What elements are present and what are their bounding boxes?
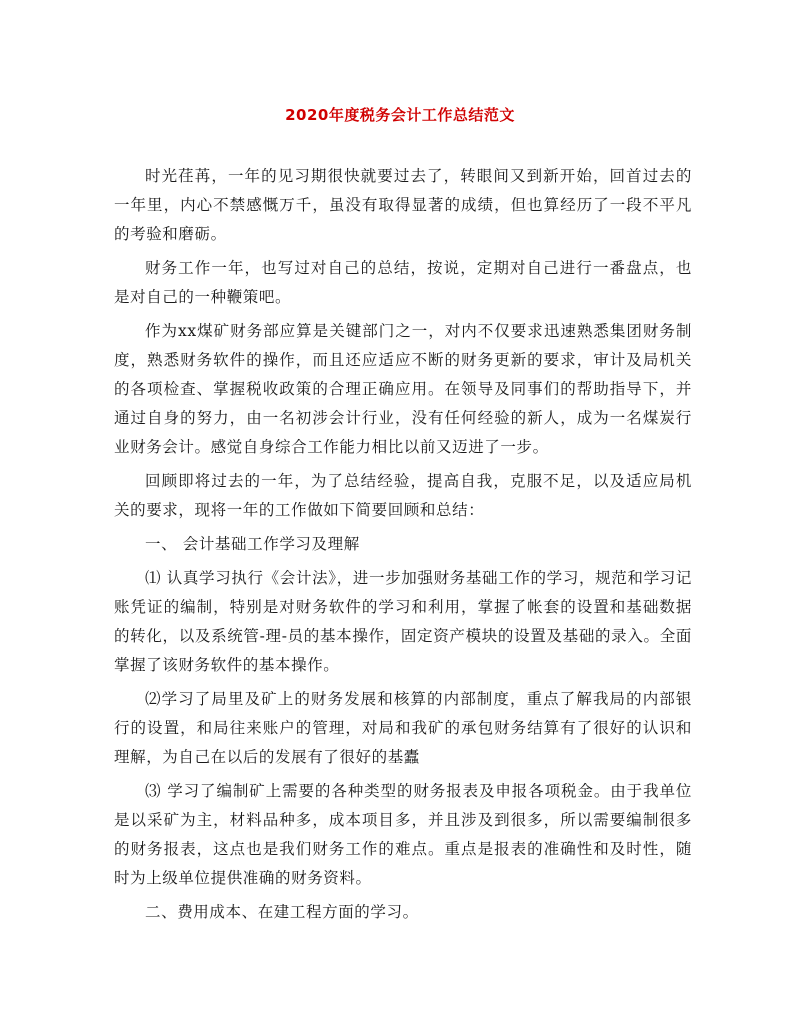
paragraph-intro: 时光荏苒，一年的见习期很快就要过去了，转眼间又到新开始，回首过去的一年里，内心不禁感慨万千，虽没有取得显著的成绩，但也算经历了一段不平凡的考验和磨砺。	[114, 167, 692, 243]
paragraph-department: 作为xx煤矿财务部应算是关键部门之一，对内不仅要求迅速熟悉集团财务制度，熟悉财务软件的操作，而且还应适应不断的财务更新的要求，审计及局机关的各项检查、掌握税收政策的合理正确应用。在领导及同事们的帮助指导下，并通过自身的努力，由一名初涉会计行业，没有任何经验的新人，成为一名煤炭行业财务会计。感觉自身综合工作能力相比以前又迈进了一步。	[114, 322, 692, 456]
list-item-2: ⑵学习了局里及矿上的财务发展和核算的内部制度，重点了解我局的内部银行的设置，和局往来账户的管理，对局和我矿的承包财务结算有了很好的认识和理解，为自己在以后的发展有了很好的基蠹	[114, 690, 692, 766]
section-heading-1: 一、 会计基础工作学习及理解	[145, 535, 360, 553]
document-title: 2020年度税务会计工作总结范文	[285, 106, 515, 124]
paragraph-self-review: 财务工作一年，也写过对自己的总结，按说，定期对自己进行一番盘点，也是对自己的一种鞭策吧。	[114, 259, 692, 306]
document-body	[114, 162, 692, 932]
section-heading-2: 二、费用成本、在建工程方面的学习。	[145, 903, 419, 921]
list-item-3: ⑶ 学习了编制矿上需要的各种类型的财务报表及申报各项税金。由于我单位是以采矿为主，材料品种多，成本项目多，并且涉及到很多，所以需要编制很多的财务报表，这点也是我们财务工作的难点。重点是报表的准确性和及时性，随时为上级单位提供准确的财务资料。	[114, 782, 692, 887]
list-item-1: ⑴ 认真学习执行《会计法》，进一步加强财务基础工作的学习，规范和学习记账凭证的编制，特别是对财务软件的学习和利用，掌握了帐套的设置和基础数据的转化，以及系统管-理-员的基本操作，固定资产模块的设置及基础的录入。全面掌握了该财务软件的基本操作。	[114, 569, 692, 674]
paragraph-review-intro: 回顾即将过去的一年，为了总结经验，提高自我，克服不足，以及适应局机关的要求，现将一年的工作做如下简要回顾和总结：	[114, 472, 692, 519]
